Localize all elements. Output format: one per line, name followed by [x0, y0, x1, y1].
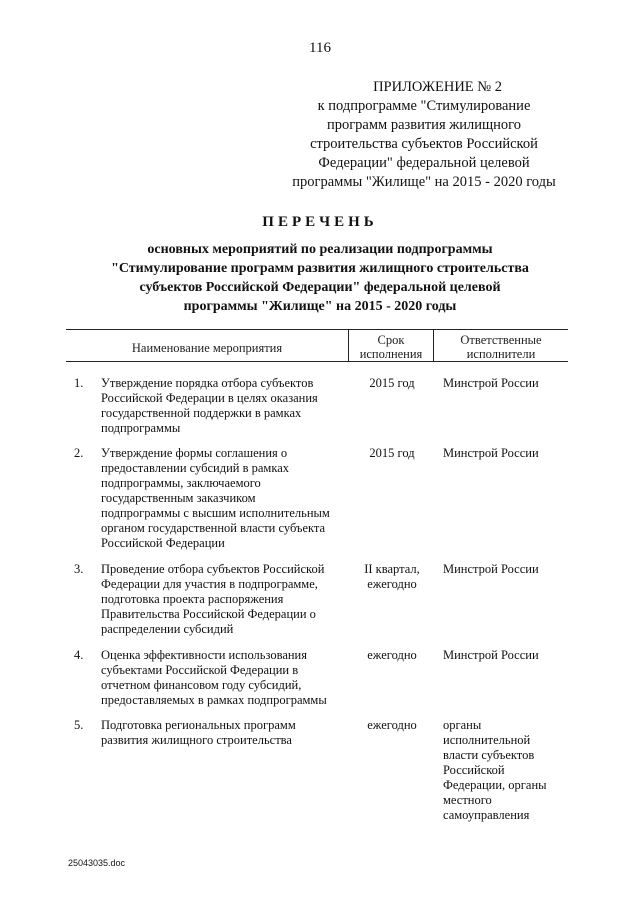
page-number: 116 [309, 40, 331, 56]
row-term: ежегодно [367, 648, 417, 662]
row-number: 1. [74, 376, 84, 390]
appendix-line: к подпрограмме "Стимулирование [317, 98, 531, 114]
row-activity: Утверждение формы соглашения о предоставлении субсидий в рамках подпрограммы, заключаемого государственным заказчиком подпрограммы с высшим исполнительным органом государственной власти субъекта Российской Федерации [101, 446, 330, 550]
table-header-rule [66, 361, 568, 362]
row-activity: Утверждение порядка отбора субъектов Российской Федерации в целях оказания государственной поддержки в рамках подпрограммы [101, 376, 318, 435]
subheading-line: субъектов Российской Федерации" федеральной целевой [139, 280, 501, 295]
appendix-line: программы "Жилище" на 2015 - 2020 годы [292, 174, 556, 190]
appendix-line: строительства субъектов Российской [310, 136, 538, 152]
subheading-line: "Стимулирование программ развития жилищного строительства [111, 261, 529, 276]
header-responsible: Ответственные исполнители [460, 333, 542, 361]
header-term: Срок исполнения [359, 333, 423, 361]
appendix-line: Федерации" федеральной целевой [318, 155, 530, 171]
row-number: 2. [74, 446, 84, 460]
row-responsible: Минстрой России [443, 376, 539, 390]
row-activity: Подготовка региональных программ развития жилищного строительства [101, 718, 296, 747]
row-term: II квартал, ежегодно [364, 562, 420, 591]
document-heading: ПЕРЕЧЕНЬ [262, 214, 378, 230]
row-responsible: Минстрой России [443, 648, 539, 662]
row-term: ежегодно [367, 718, 417, 732]
table-top-rule [66, 329, 568, 330]
row-number: 5. [74, 718, 84, 732]
appendix-title: ПРИЛОЖЕНИЕ № 2 [373, 79, 502, 95]
appendix-line: программ развития жилищного [326, 117, 522, 133]
footer-filename: 25043035.doc [68, 858, 126, 868]
row-activity: Проведение отбора субъектов Российской Федерации для участия в подпрограмме, подготовка проекта распоряжения Правительства Российской Федерации о распределении субсидий [101, 562, 325, 636]
subheading-line: основных мероприятий по реализации подпрограммы [147, 242, 493, 257]
row-responsible: Минстрой России [443, 446, 539, 460]
row-number: 4. [74, 648, 84, 662]
row-responsible: органы исполнительной власти субъектов Российской Федерации, органы местного самоуправления [443, 718, 547, 822]
row-term: 2015 год [369, 446, 415, 460]
document-subheading [60, 240, 580, 316]
row-term: 2015 год [369, 376, 415, 390]
header-name: Наименование мероприятия [131, 341, 283, 355]
subheading-line: программы "Жилище" на 2015 - 2020 годы [183, 299, 457, 314]
row-activity: Оценка эффективности использования субъектами Российской Федерации в отчетном финансовом году субсидий, предоставляемых в рамках подпрограммы [101, 648, 327, 707]
appendix-block [282, 78, 566, 192]
row-number: 3. [74, 562, 84, 576]
row-responsible: Минстрой России [443, 562, 539, 576]
